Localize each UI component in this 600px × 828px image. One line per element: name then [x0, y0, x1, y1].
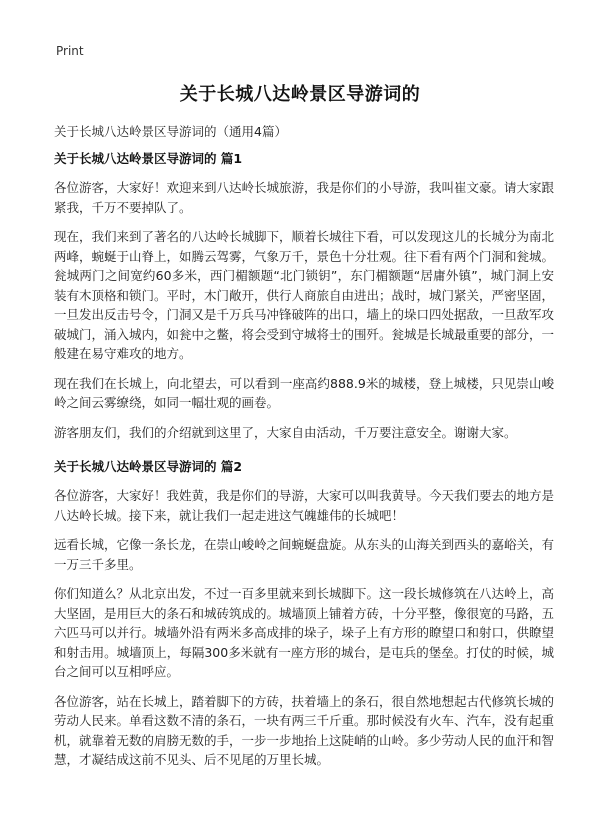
paragraph: 远看长城，它像一条长龙，在崇山峻岭之间蜿蜒盘旋。从东头的山海关到西头的嘉峪关，有一万三千多里。: [54, 537, 555, 572]
section-2: [54, 458, 554, 770]
paragraph: 现在，我们来到了著名的八达岭长城脚下，顺着长城往下看，可以发现这儿的长城分为南北两峰，蜿蜒于山脊上，如腾云驾雾，气象万千，景色十分壮观。往下看有两个门洞和瓮城。瓮城两门之间宽约60多米，西门楣额题“北门锁钥”，东门楣额题“居庸外镇”，城门洞上安装有木顶格和锁门。平时，木门敞开，供行人商旅自由进出；战时，城门紧关，严密坚固，一旦发出反击号令，门洞又是千万兵马冲锋破阵的出口，墙上的垛口四处据敌，一旦敌军攻破城门，涌入城内，如瓮中之鳖，将会受到守城将士的围歼。瓮城是长城最重要的部分，一般建在易守难攻的地方。: [54, 229, 555, 361]
paragraph: 各位游客，站在长城上，踏着脚下的方砖，扶着墙上的条石，很自然地想起古代修筑长城的劳动人民来。单看这数不清的条石，一块有两三千斤重。那时候没有火车、汽车，没有起重机，就靠着无数的肩膀无数的手，一步一步地抬上这陡峭的山岭。多少劳动人民的血汗和智慧，才凝结成这前不见头、后不见尾的万里长城。: [54, 693, 555, 767]
paragraph: 各位游客，大家好！我姓黄，我是你们的导游，大家可以叫我黄导。今天我们要去的地方是八达岭长城。接下来，就让我们一起走进这气魄雄伟的长城吧！: [54, 488, 555, 523]
document-subtitle: 关于长城八达岭景区导游词的（通用4篇）: [54, 124, 287, 139]
print-link[interactable]: Print: [56, 44, 84, 58]
paragraph: 现在我们在长城上，向北望去，可以看到一座高约888.9米的城楼，登上城楼，只见崇山峻岭之间云雾缭绕，如同一幅壮观的画卷。: [54, 375, 554, 410]
section-1: [54, 150, 554, 442]
document-body: [54, 150, 554, 780]
paragraph: 游客朋友们，我们的介绍就到这里了，大家自由活动，千万要注意安全。谢谢大家。: [54, 424, 517, 440]
section-heading: 关于长城八达岭景区导游词的 篇1: [54, 151, 243, 166]
page-title: 关于长城八达岭景区导游词的: [179, 84, 421, 105]
paragraph: 你们知道么？从北京出发，不过一百多里就来到长城脚下。这一段长城修筑在八达岭上，高大坚固，是用巨大的条石和城砖筑成的。城墙顶上铺着方砖，十分平整，像很宽的马路，五六匹马可以并行。城墙外沿有两米多高成排的垛子，垛子上有方形的瞭望口和射口，供瞭望和射击用。城墙顶上，每隔300多米就有一座方形的城台，是屯兵的堡垒。打仗的时候，城台之间可以互相呼应。: [54, 586, 555, 679]
section-heading: 关于长城八达岭景区导游词的 篇2: [54, 459, 243, 474]
paragraph: 各位游客，大家好！欢迎来到八达岭长城旅游，我是你们的小导游，我叫崔文豪。请大家跟紧我，千万不要掉队了。: [54, 180, 555, 215]
